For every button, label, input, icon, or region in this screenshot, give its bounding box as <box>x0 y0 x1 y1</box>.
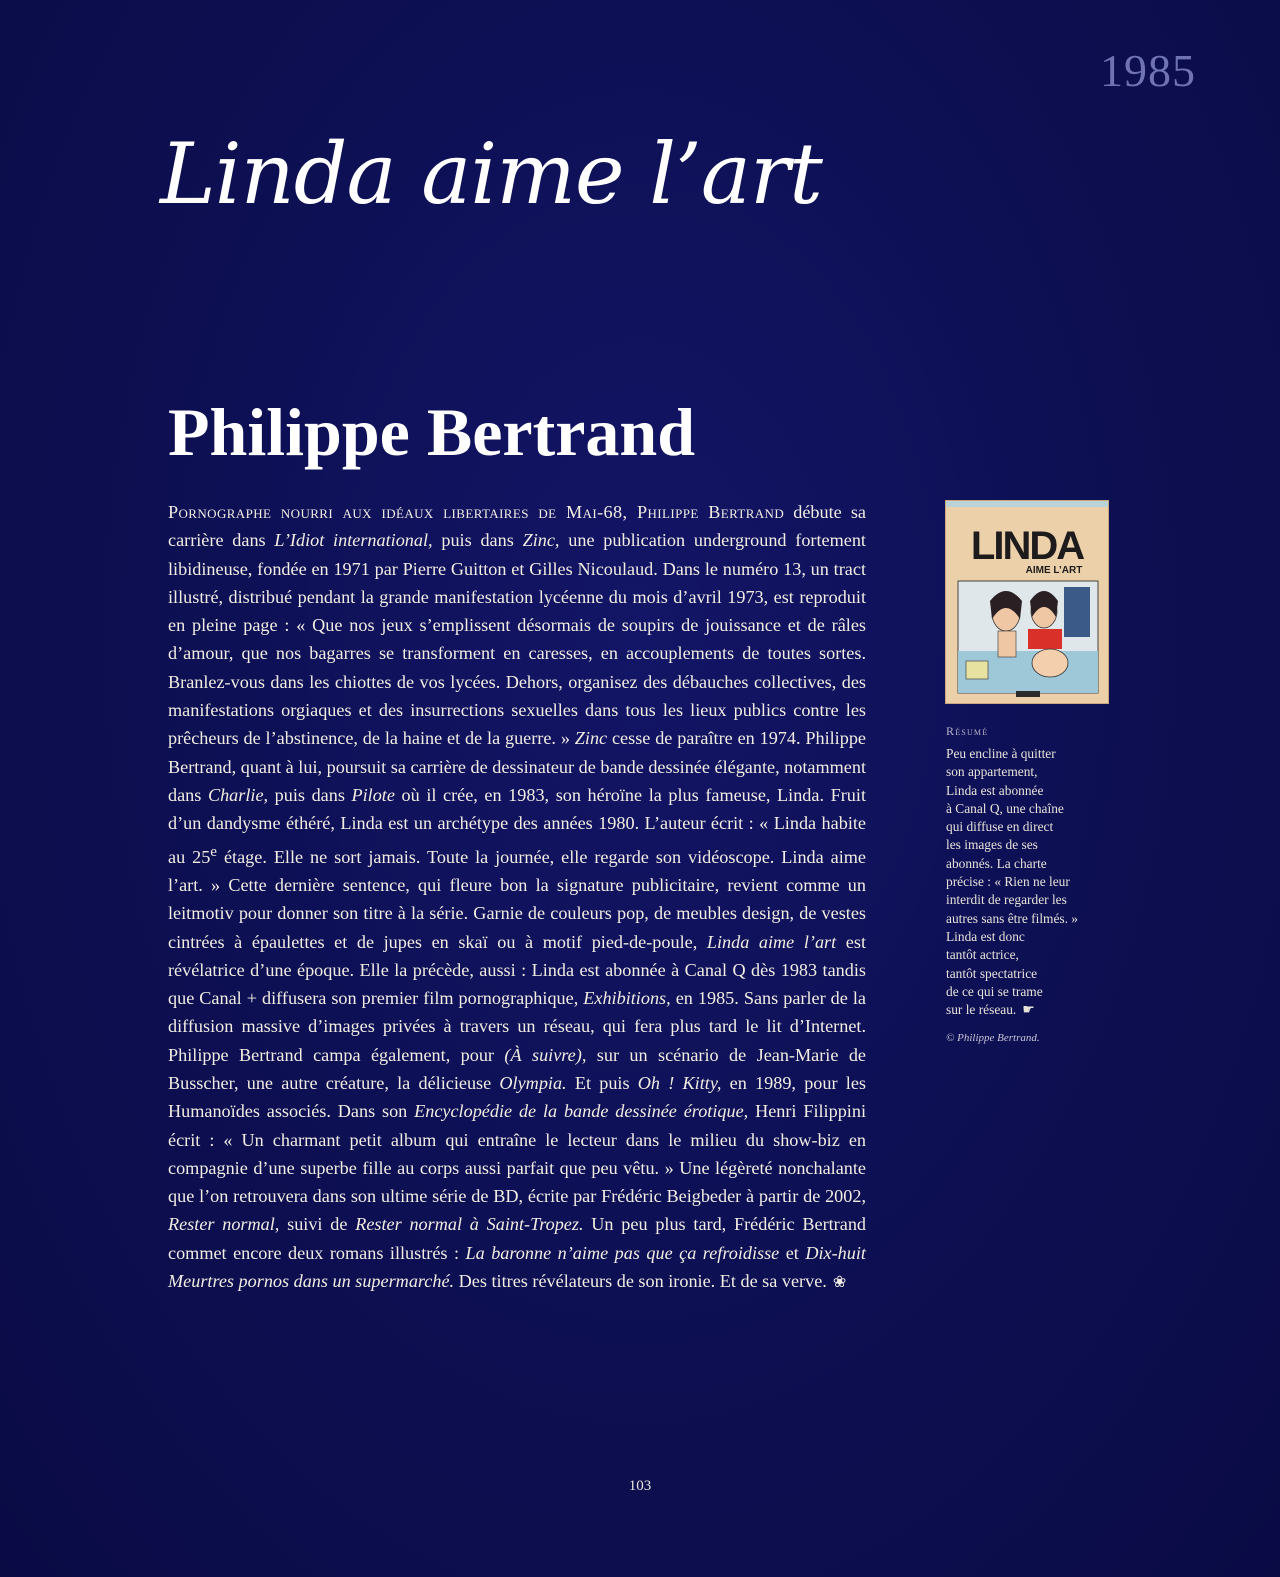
title-reference: L’Idiot international, <box>274 530 433 551</box>
text-run: suivi de <box>279 1214 356 1235</box>
flower-ornament-icon: ❀ <box>832 1274 847 1292</box>
text-run: en 1985. Sans parler de la diffusion massive d’images privées à travers un réseau, qui fera plus tard le lit d’Internet. Philippe Bertrand campa également, pour <box>168 988 866 1065</box>
text-run: est révélatrice d’une époque. Elle la précède, aussi : Linda est abonnée à Canal Q dès 1983 tandis que Canal + diffusera son premier film pornographique, <box>168 931 867 1009</box>
summary-sidebar <box>946 724 1126 1044</box>
cover-title: LINDA <box>970 524 1084 568</box>
text-run: étage. Elle ne sort jamais. Toute la journée, elle regarde son vidéoscope. Linda aime l’art. » Cette dernière sentence, qui fleure bon la signature publicitaire, revient comme un leitmotiv pour donner son titre à la série. Garnie de couleurs pop, de meubles design, de vestes cintrées à épaulettes et de jupes en skaï ou à motif pied-de-poule, <box>168 846 866 952</box>
title-reference: Olympia. <box>499 1073 567 1093</box>
text-run: puis dans <box>268 784 352 805</box>
title-reference: Charlie, <box>207 784 269 805</box>
summary-text-block <box>946 745 1126 1020</box>
text-run: Et puis <box>566 1073 638 1093</box>
title-reference: Rester normal à Saint-Tropez. <box>355 1214 584 1235</box>
article-lead: Pornographe nourri aux idéaux libertaires de Mai-68, Philippe Bertrand <box>168 502 785 522</box>
text-run: Henri Filippini écrit : « Un charmant petit album qui entraîne le lecteur dans le milieu du show-biz en compagnie d’une superbe fille au corps aussi parfait que peu vêtu. » Une légèreté nonchalante que l’on retrouvera dans son ultime série de BD, écrite par Frédéric Beigbeder à partir de 2002, <box>168 1101 866 1207</box>
ordinal-suffix: e <box>210 842 218 860</box>
summary-label: Résumé <box>946 724 989 738</box>
title-reference: Zinc, <box>522 530 560 551</box>
title-reference: Pilote <box>351 784 395 805</box>
text-run: une publication underground fortement libidineuse, fondée en 1971 par Pierre Guitton et Gilles Nicoulaud. Dans le numéro 13, un tract illustré, distribué pendant la grande manifestation lycéenne du mois d’avril 1973, est reproduit en pleine page : « Que nos jeux s’emplissent désormais de soupirs de jouissance et de râles d’amour, que nos bagarres se transforment en caresses, en accouplements de toutes sortes. Branlez-vous dans les chiottes de vos lycées. Dehors, organisez des débauches collectives, des manifestations orgiaques et des insurrections sexuelles dans tous les lieux publics contre les prêcheurs de l’abstinence, de la haine et de la guerre. » <box>168 530 866 749</box>
text-run: en 1989, pour les Humanoïdes associés. Dans son <box>168 1073 866 1122</box>
pointing-hand-icon: ☛ <box>1022 1003 1035 1019</box>
title-reference: La baronne n’aime pas que ça refroidisse <box>465 1242 780 1263</box>
comic-cover-illustration <box>946 501 1108 703</box>
text-run: débute sa carrière dans <box>168 502 866 551</box>
cover-subtitle: AIME L’ART <box>1025 565 1083 576</box>
title-reference: Dix-huit Meurtres pornos dans un supermarché. <box>168 1242 866 1292</box>
title-reference: Linda aime l’art <box>706 931 837 952</box>
title-reference: Oh ! Kitty, <box>637 1073 722 1093</box>
year-label: 1985 <box>1100 45 1196 96</box>
image-credit: © Philippe Bertrand. <box>946 1032 1040 1045</box>
author-heading: Philippe Bertrand <box>168 394 696 470</box>
title-reference: Exhibitions, <box>583 988 671 1009</box>
article-body <box>168 498 866 1297</box>
text-run: sur un scénario de Jean-Marie de Busscher, une autre créature, la délicieuse <box>168 1044 866 1093</box>
text-run: où il crée, en 1983, son héroïne la plus fameuse, Linda. Fruit d’un dandysme éthéré, Linda est un archétype des années 1980. L’auteur écrit : « Linda habite au 25 <box>168 784 866 867</box>
title-reference: Rester normal, <box>168 1214 280 1235</box>
title-reference: (À suivre), <box>504 1044 587 1065</box>
text-run: Des titres révélateurs de son ironie. Et de sa verve. <box>454 1271 827 1292</box>
text-run: Un peu plus tard, Frédéric Bertrand commet encore deux romans illustrés : <box>168 1214 867 1263</box>
summary-text: Peu encline à quitter son appartement, Linda est abonnée à Canal Q, une chaîne qui diffuse en direct les images de ses abonnés. La charte précise : « Rien ne leur interdit de regarder les autres sans être filmés. » Linda est donc tantôt actrice, tantôt spectatrice de ce qui se trame sur le réseau. <box>946 746 1079 1018</box>
page-title: Linda aime l’art <box>160 125 822 223</box>
text-run: puis dans <box>432 530 523 551</box>
text-run: cesse de paraître en 1974. Philippe Bertrand, quant à lui, poursuit sa carrière de dessinateur de bande dessinée élégante, notamment dans <box>168 728 866 805</box>
comic-cover-image <box>946 501 1108 703</box>
title-reference: Zinc <box>574 728 608 749</box>
title-reference: Encyclopédie de la bande dessinée érotique, <box>414 1101 749 1122</box>
page-number: 103 <box>628 1478 652 1494</box>
text-run: et <box>779 1242 806 1263</box>
